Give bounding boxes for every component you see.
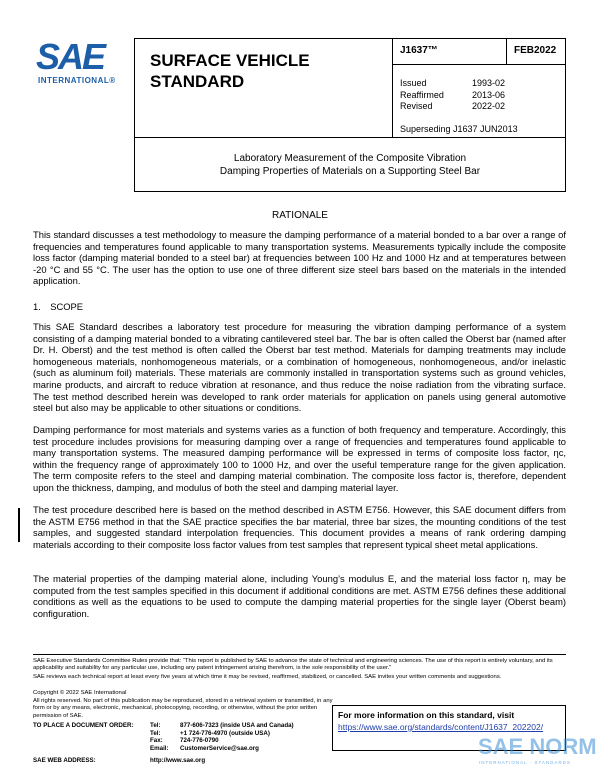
sae-logo-subtext: INTERNATIONAL®	[38, 76, 116, 85]
tel-number[interactable]: 877-606-7323 (inside USA and Canada)	[180, 722, 294, 729]
rationale-heading: RATIONALE	[272, 210, 328, 221]
footer-disclaimer: SAE Executive Standards Committee Rules provide that: “This report is published by SAE to advance the state of technical and engineering sciences. The use of this report is entirely voluntary, and its applicability and suitability for any particular use, including any patent infringement arising therefrom, is the sole responsibility of the user.”	[33, 658, 553, 672]
tel-label: Tel:	[150, 729, 161, 737]
revised-label: Revised	[400, 101, 433, 111]
footer-rights: All rights reserved. No part of this publication may be reproduced, stored in a retrieval system or transmitted, in any form or by any means, electronic, mechanical, photocopying, recording, or otherwise, without the prior written permission of SAE.	[33, 698, 333, 719]
footer-review-note: SAE reviews each technical report at least every five years at which time it may be revised, reaffirmed, stabilized, or cancelled. SAE invites your written comments and suggestions.	[33, 674, 502, 680]
scope-paragraph: The test procedure described here is based on the method described in ASTM E756. However, this SAE document differs from the ASTM E756 method in that the SAE practice specifies the bar material, three bar sizes, the mounting conditions of the test samples, and suggested standard interpolation frequencies. This document provides a means of rank ordering damping materials according to their composite loss factor values from test samples that represent typical sheet metal applications.	[33, 504, 566, 550]
revision-change-bar	[18, 508, 20, 542]
web-label: SAE WEB ADDRESS:	[33, 757, 96, 764]
document-type: SURFACE VEHICLE STANDARD	[150, 51, 310, 91]
scope-paragraph: The material properties of the damping material alone, including Young’s modulus E, and the material loss factor η, may be computed from the test samples specified in this document if additional conditions are met. ASTM E756 defines these additional conditions as well as the equations to be used to compute the damping material properties for the single layer (Oberst beam) configuration.	[33, 573, 566, 619]
watermark: SAE NORM	[478, 734, 597, 759]
fax-number: 724-776-0790	[180, 737, 219, 744]
web-link[interactable]: http://www.sae.org	[150, 757, 206, 764]
title-line: Damping Properties of Materials on a Supporting Steel Bar	[219, 166, 481, 177]
header-divider	[392, 38, 393, 138]
email-label: Email:	[150, 744, 169, 752]
footer-rule	[33, 654, 566, 655]
watermark-subtext: INTERNATIONAL · STANDARDS	[479, 760, 571, 765]
header-divider	[506, 38, 507, 64]
issued-label: Issued	[400, 78, 427, 88]
header-divider	[392, 64, 566, 65]
scope-heading: 1. SCOPE	[33, 301, 84, 312]
standard-url-link[interactable]: https://www.sae.org/standards/content/J1637_202202/	[338, 722, 544, 732]
tel-number[interactable]: +1 724-776-4970 (outside USA)	[180, 729, 270, 737]
order-label: TO PLACE A DOCUMENT ORDER:	[33, 722, 134, 729]
reaffirmed-value: 2013-06	[472, 89, 506, 100]
scope-paragraph: Damping performance for most materials and systems varies as a function of both frequency and temperature. Accordingly, this test procedure includes provisions for measuring damping over a range of frequencies and temperatures found applicable to many transportation systems. The measured damping performance will be expressed in terms of composite loss factor, ηc, within the frequency range of approximately 100 to 1000 Hz, and over the useful temperature range for the given application. The term composite refers to the steel and damping material combination. The composite loss factor is, therefore, dependent upon the thickness, damping, and modulus of both the steel and damping material layer.	[33, 424, 566, 493]
title-line: Laboratory Measurement of the Composite Vibration	[233, 153, 467, 164]
rationale-paragraph: This standard discusses a test methodology to measure the damping performance of a material bonded to a bar over a range of frequencies and temperatures found applicable to many transportation systems. Measurements typically include the composite loss factor (damping material bonded to a steel bar) at frequencies between 100 Hz and 1000 Hz and at temperatures between -20 °C and 55 °C. The user has the option to use one of three different size steel bars based on the materials in the intended application.	[33, 229, 566, 287]
superseding-note: Superseding J1637 JUN2013	[400, 124, 518, 134]
document-number: J1637™	[400, 45, 438, 56]
info-title: For more information on this standard, visit	[338, 710, 515, 720]
scope-paragraph: This SAE Standard describes a laboratory test procedure for measuring the vibration damping performance of a system consisting of a damping material bonded to a vibrating cantilevered steel bar. The bar is often called the Oberst bar (named after Dr. H. Oberst) and the test method is often called the Oberst bar test method. Materials for damping treatments may include homogeneous materials, nonhomogeneous materials, or a combination of homogeneous, nonhomogeneous, and/or inelastic (such as aluminum foil) materials. These materials are commonly installed in transportation systems such as ground vehicles, marine products, and aircraft to reduce vibration at resonance, and thus reduce the noise radiation from the vibrating surface. The test method described herein was developed to rank order materials for application on panels using general automotive steel but also may be applicable to other situations or conditions.	[33, 321, 566, 414]
sae-logo: SAE	[36, 36, 105, 77]
document-date: FEB2022	[514, 45, 557, 56]
revised-value: 2022-02	[472, 101, 506, 111]
footer-copyright: Copyright © 2022 SAE International	[33, 690, 127, 696]
tel-label: Tel:	[150, 722, 161, 729]
issued-value: 1993-02	[472, 78, 506, 88]
document-title	[134, 152, 566, 178]
fax-label: Fax:	[150, 737, 163, 744]
reaffirmed-label: Reaffirmed	[400, 89, 444, 100]
email-link[interactable]: CustomerService@sae.org	[180, 744, 259, 752]
